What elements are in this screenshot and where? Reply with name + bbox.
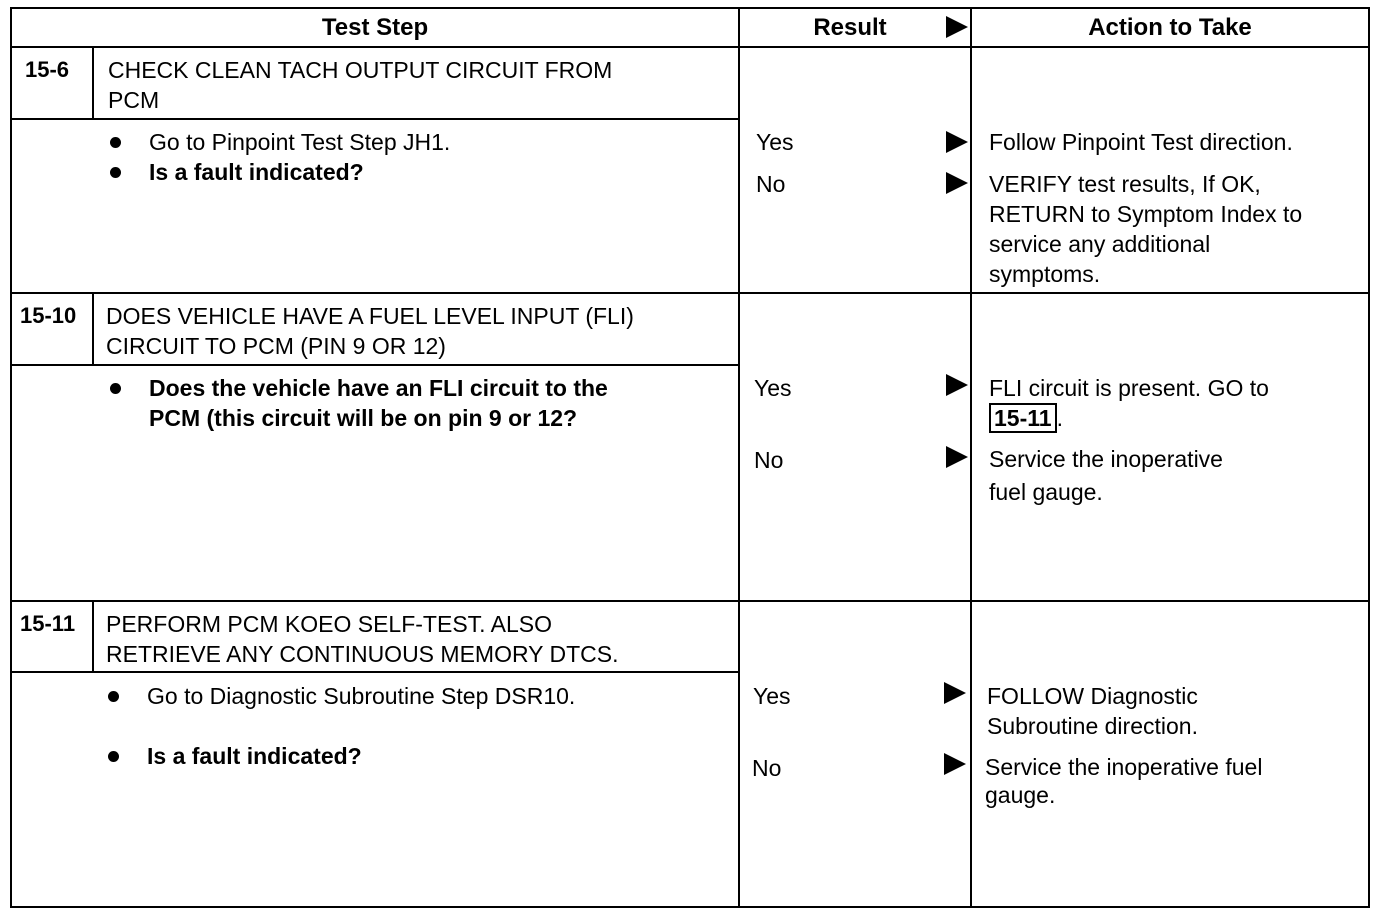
step-number: 15-10 xyxy=(20,303,77,328)
result-yes: Yes xyxy=(753,683,791,709)
step-title-line: CHECK CLEAN TACH OUTPUT CIRCUIT FROM xyxy=(108,57,613,83)
row-divider-1 xyxy=(10,292,1370,294)
header-divider xyxy=(10,46,1370,48)
step-question-line: Does the vehicle have an FLI circuit to the xyxy=(149,375,608,401)
arrow-icon xyxy=(944,682,966,704)
col-divider-result xyxy=(738,7,740,908)
arrow-icon xyxy=(944,753,966,775)
step-number: 15-11 xyxy=(20,611,76,636)
step-number-divider-2 xyxy=(92,292,94,366)
header-arrow-icon xyxy=(946,16,968,38)
step-title-underline-3 xyxy=(10,671,740,673)
step-title-line: DOES VEHICLE HAVE A FUEL LEVEL INPUT (FLI) xyxy=(106,303,634,329)
action-yes-ref-line xyxy=(989,403,1063,433)
bullet-icon xyxy=(108,751,119,762)
action-no-line: RETURN to Symptom Index to xyxy=(989,201,1303,227)
header-action: Action to Take xyxy=(1088,14,1252,41)
arrow-icon xyxy=(946,446,968,468)
action-no-line: VERIFY test results, If OK, xyxy=(989,171,1261,197)
step-question: Is a fault indicated? xyxy=(147,743,362,769)
bullet-icon xyxy=(110,167,121,178)
action-no-line: gauge. xyxy=(985,782,1056,808)
action-no-line: service any additional xyxy=(989,231,1211,257)
step-question-line: PCM (this circuit will be on pin 9 or 12? xyxy=(149,405,578,431)
step-title-line: PERFORM PCM KOEO SELF-TEST. ALSO xyxy=(106,611,553,637)
action-yes-line: Subroutine direction. xyxy=(987,713,1198,739)
step-number-divider-3 xyxy=(92,600,94,672)
step-title-line: PCM xyxy=(108,87,160,113)
action-yes-suffix: . xyxy=(1056,405,1063,431)
action-yes: Follow Pinpoint Test direction. xyxy=(989,129,1293,155)
step-reference-box: 15-11 xyxy=(989,403,1057,433)
step-number-divider-1 xyxy=(92,46,94,120)
action-no-line: Service the inoperative fuel xyxy=(985,754,1263,780)
step-title-underline-1 xyxy=(10,118,740,120)
action-no-line: Service the inoperative xyxy=(989,446,1223,472)
arrow-icon xyxy=(946,172,968,194)
result-no: No xyxy=(752,755,782,781)
header-test-step: Test Step xyxy=(321,14,429,41)
result-no: No xyxy=(754,447,784,473)
result-yes: Yes xyxy=(754,375,792,401)
action-no-line: fuel gauge. xyxy=(989,479,1103,505)
action-no-line: symptoms. xyxy=(989,261,1101,287)
action-yes-line: FLI circuit is present. GO to xyxy=(989,375,1269,401)
col-divider-action xyxy=(970,7,972,908)
step-number: 15-6 xyxy=(25,57,70,82)
arrow-icon xyxy=(946,374,968,396)
step-title-underline-2 xyxy=(10,364,740,366)
bullet-icon xyxy=(108,691,119,702)
step-instruction: Go to Diagnostic Subroutine Step DSR10. xyxy=(147,683,576,709)
step-instruction: Go to Pinpoint Test Step JH1. xyxy=(149,129,451,155)
step-question: Is a fault indicated? xyxy=(149,159,364,185)
step-title-line: RETRIEVE ANY CONTINUOUS MEMORY DTCS. xyxy=(106,641,619,667)
row-divider-2 xyxy=(10,600,1370,602)
result-yes: Yes xyxy=(756,129,794,155)
bullet-icon xyxy=(110,383,121,394)
bullet-icon xyxy=(110,137,121,148)
step-title-line: CIRCUIT TO PCM (PIN 9 OR 12) xyxy=(106,333,446,359)
action-yes-line: FOLLOW Diagnostic xyxy=(987,683,1198,709)
arrow-icon xyxy=(946,131,968,153)
header-result: Result xyxy=(813,14,887,41)
result-no: No xyxy=(756,171,786,197)
